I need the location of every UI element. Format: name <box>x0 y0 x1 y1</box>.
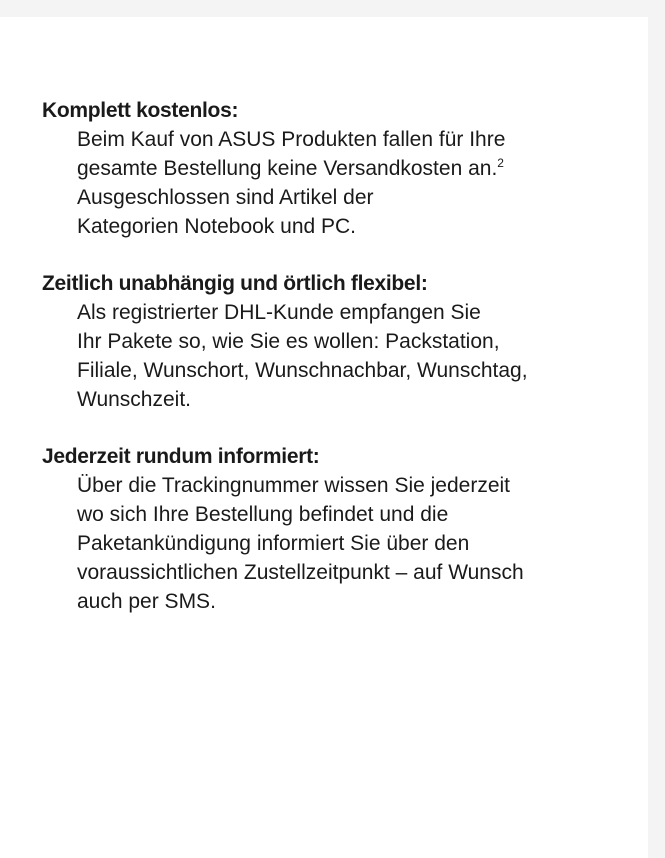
benefits-list <box>42 96 602 644</box>
body-line-text: gesamte Bestellung keine Versandkosten an. <box>77 157 498 180</box>
body-line: Beim Kauf von ASUS Produkten fallen für Ihre <box>77 128 506 151</box>
body-line: Kategorien Notebook und PC. <box>77 215 357 238</box>
body-line: voraussichtlichen Zustellzeitpunkt – auf Wunsch <box>77 561 524 584</box>
footnote-marker: 2 <box>497 156 504 170</box>
section-free-shipping <box>42 96 602 241</box>
section-body <box>77 471 602 616</box>
section-title: Komplett kostenlos: <box>42 99 239 122</box>
document-page <box>0 17 648 858</box>
section-title: Jederzeit rundum informiert: <box>42 445 320 468</box>
section-body <box>77 125 602 241</box>
body-line: Ihr Pakete so, wie Sie es wollen: Packstation, <box>77 330 500 353</box>
section-tracking-info <box>42 442 602 616</box>
section-title: Zeitlich unabhängig und örtlich flexibel: <box>42 272 428 295</box>
body-line: Über die Trackingnummer wissen Sie jederzeit <box>77 474 511 497</box>
body-line: Ausgeschlossen sind Artikel der <box>77 186 374 209</box>
body-line: Wunschzeit. <box>77 388 191 411</box>
section-flexible-delivery <box>42 269 602 414</box>
body-line-with-footnote <box>77 154 602 183</box>
section-body <box>77 298 602 414</box>
body-line: Filiale, Wunschort, Wunschnachbar, Wunschtag, <box>77 359 528 382</box>
body-line: Paketankündigung informiert Sie über den <box>77 532 470 555</box>
body-line: auch per SMS. <box>77 590 216 613</box>
body-line: Als registrierter DHL-Kunde empfangen Sie <box>77 301 481 324</box>
body-line: wo sich Ihre Bestellung befindet und die <box>77 503 449 526</box>
